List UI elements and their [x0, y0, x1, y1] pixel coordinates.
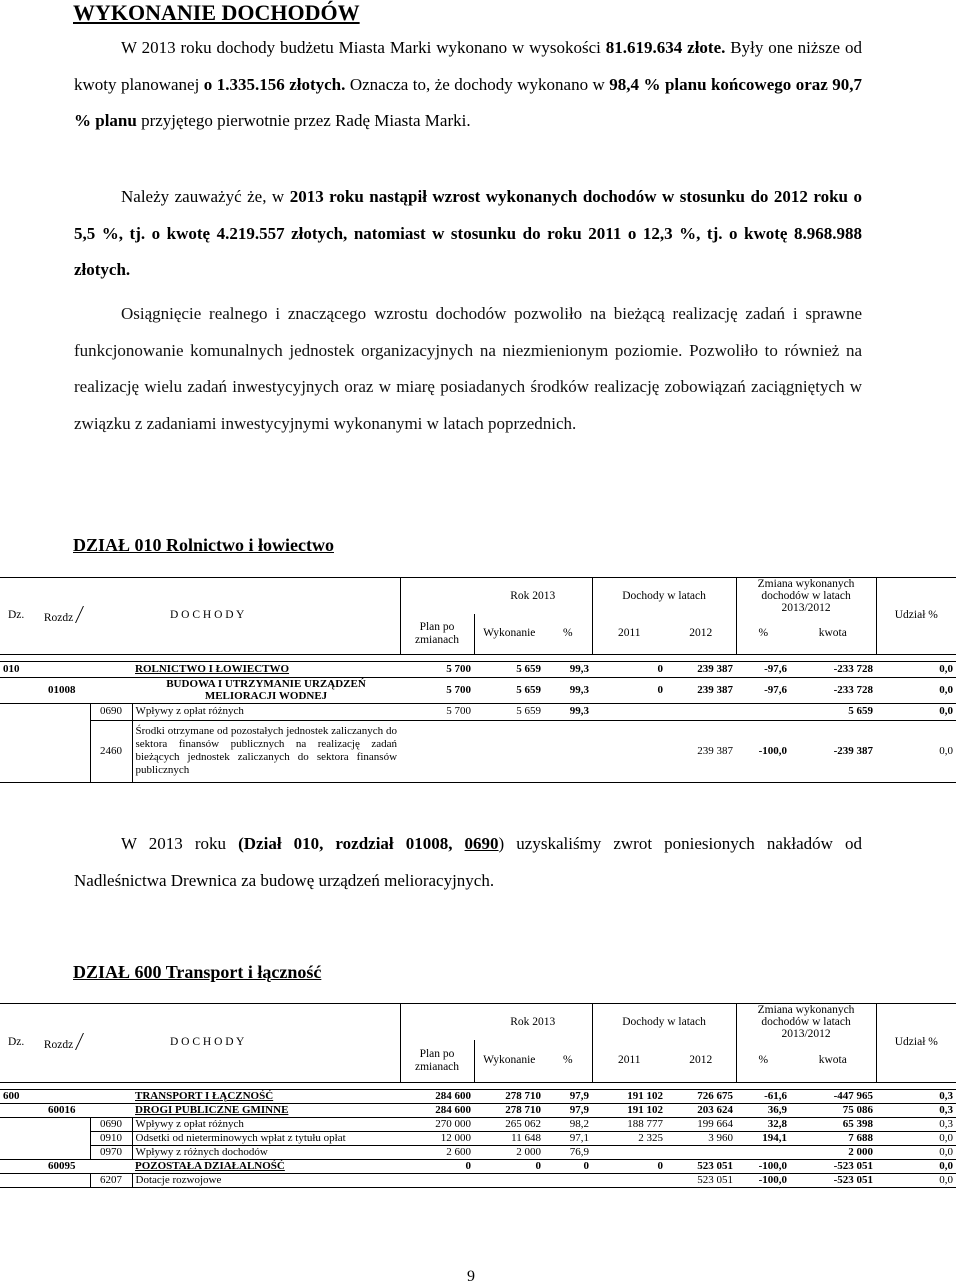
cell-par: 0690 — [90, 703, 132, 720]
cell-name: Wpływy z opłat różnych — [132, 1117, 400, 1131]
hdr-zmiana: Zmiana wykonanych dochodów w latach 2013/2012 — [736, 1004, 876, 1041]
table-row: 0910 Odsetki od nieterminowych wpłat z tytułu opłat 12 000 11 648 97,1 2 325 3 960 194,1 7 688 0,0 — [0, 1131, 956, 1145]
section-title-dzial-600: DZIAŁ 600 Transport i łączność — [73, 962, 322, 982]
cell-name: Dotacje rozwojowe — [132, 1173, 400, 1187]
cell-name: BUDOWA I UTRZYMANIE URZĄDZEŃ MELIORACJI WODNEJ — [132, 677, 400, 703]
hdr-2012: 2012 — [666, 614, 736, 654]
cell-name: Wpływy z różnych dochodów — [132, 1145, 400, 1159]
paragraph-dzial-010-note: W 2013 roku (Dział 010, rozdział 01008, 0690) uzyskaliśmy zwrot poniesionych nakładów od Nadleśnictwa Drewnica za budowę urządzeń melioracyjnych. — [74, 834, 862, 890]
cell-name: POZOSTAŁA DZIAŁALNOŚĆ — [132, 1159, 400, 1173]
cell-par: 2460 — [90, 720, 132, 782]
page-number: 9 — [467, 1268, 475, 1285]
cell-dz: 010 — [0, 661, 38, 677]
table-row: 60016 DROGI PUBLICZNE GMINNE 284 600 278 710 97,9 191 102 203 624 36,9 75 086 0,3 — [0, 1103, 956, 1117]
cell-name: ROLNICTWO I ŁOWIECTWO — [132, 661, 400, 677]
hdr-dochody: D O C H O D Y — [90, 578, 400, 655]
hdr-kwota: kwota — [790, 614, 876, 654]
hdr-dochody-w-latach: Dochody w latach — [592, 1004, 736, 1041]
paragraph-realization: Osiągnięcie realnego i znaczącego wzrostu dochodów pozwoliło na bieżącą realizację zadań i sprawne funkcjonowanie komunalnych jednostek organizacyjnych na niezmienionym poziomie. Pozwoliło to również na realizację wielu zadań inwestycyjnych oraz w miarę posiadanych środków realizację zobowiązań zaciągniętych w związku z zadaniami inwestycyjnymi wykonanymi w latach poprzednich. — [74, 304, 862, 433]
hdr-wykonanie: Wykonanie — [474, 1040, 544, 1082]
table-row: 0690 Wpływy z opłat różnych 5 700 5 659 99,3 5 659 0,0 — [0, 703, 956, 720]
cell-name: Wpływy z opłat różnych — [132, 703, 400, 720]
table-row: 010 ROLNICTWO I ŁOWIECTWO 5 700 5 659 99,3 0 239 387 -97,6 -233 728 0,0 — [0, 661, 956, 677]
hdr-plan: Plan po zmianach — [400, 614, 474, 654]
hdr-zmiana: Zmiana wykonanych dochodów w latach 2013/2012 — [736, 578, 876, 615]
hdr-zmiana-pct: % — [736, 1040, 790, 1082]
hdr-dz: Dz. — [0, 578, 38, 655]
table-dzial-010 — [0, 577, 956, 783]
hdr-procent: % — [544, 614, 592, 654]
section-title-dzial-010: DZIAŁ 010 Rolnictwo i łowiectwo — [73, 535, 334, 555]
hdr-kwota: kwota — [790, 1040, 876, 1082]
table-row: 60095 POZOSTAŁA DZIAŁALNOŚĆ 0 0 0 0 523 051 -100,0 -523 051 0,0 — [0, 1159, 956, 1173]
table-row: 0970 Wpływy z różnych dochodów 2 600 2 000 76,9 2 000 0,0 — [0, 1145, 956, 1159]
paragraph-income-growth: Należy zauważyć że, w 2013 roku nastąpił wzrost wykonanych dochodów w stosunku do 2012 roku o 5,5 %, tj. o kwotę 4.219.557 złotych, natomiast w stosunku do roku 2011 o 12,3 %, tj. o kwotę 8.968.988 złotych. — [74, 187, 862, 279]
table-row: 2460 Środki otrzymane od pozostałych jednostek zaliczanych do sektora finansów publicznych na realizację zadań bieżących jednostek zaliczanych do sektora finansów publicznych 239 387 -100,0 -239 387 0,0 — [0, 720, 956, 782]
cell-name: DROGI PUBLICZNE GMINNE — [132, 1103, 400, 1117]
table-dzial-600 — [0, 1003, 956, 1188]
cell-name: Odsetki od nieterminowych wpłat z tytułu opłat — [132, 1131, 400, 1145]
table-row: 6207 Dotacje rozwojowe 523 051 -100,0 -523 051 0,0 — [0, 1173, 956, 1187]
hdr-rozdz: Rozdz — [38, 578, 90, 655]
hdr-dz: Dz. — [0, 1004, 38, 1083]
table-row: 01008 BUDOWA I UTRZYMANIE URZĄDZEŃ MELIORACJI WODNEJ 5 700 5 659 99,3 0 239 387 -97,6 -233 728 0,0 — [0, 677, 956, 703]
cell-name: TRANSPORT I ŁĄCZNOŚĆ — [132, 1089, 400, 1103]
hdr-rok-2013: Rok 2013 — [474, 578, 592, 615]
hdr-udzial: Udział % — [876, 1004, 956, 1083]
hdr-wykonanie: Wykonanie — [474, 614, 544, 654]
hdr-2012: 2012 — [666, 1040, 736, 1082]
cell-rozdz: 01008 — [38, 677, 90, 703]
hdr-dochody-w-latach: Dochody w latach — [592, 578, 736, 615]
hdr-udzial: Udział % — [876, 578, 956, 655]
table-row: 600 TRANSPORT I ŁĄCZNOŚĆ 284 600 278 710 97,9 191 102 726 675 -61,6 -447 965 0,3 — [0, 1089, 956, 1103]
table-row: 0690 Wpływy z opłat różnych 270 000 265 062 98,2 188 777 199 664 32,8 65 398 0,3 — [0, 1117, 956, 1131]
hdr-plan: Plan po zmianach — [400, 1040, 474, 1082]
cell-name: Środki otrzymane od pozostałych jednostek zaliczanych do sektora finansów publicznych na realizację zadań bieżących jednostek zaliczanych do sektora finansów publicznych — [132, 720, 400, 782]
hdr-rozdz: Rozdz — [38, 1004, 90, 1083]
hdr-procent: % — [544, 1040, 592, 1082]
hdr-zmiana-pct: % — [736, 614, 790, 654]
hdr-rok-2013: Rok 2013 — [474, 1004, 592, 1041]
hdr-dochody: D O C H O D Y — [90, 1004, 400, 1083]
hdr-2011: 2011 — [592, 1040, 666, 1082]
page-heading: WYKONANIE DOCHODÓW — [73, 0, 360, 25]
hdr-2011: 2011 — [592, 614, 666, 654]
paragraph-income-summary: W 2013 roku dochody budżetu Miasta Marki wykonano w wysokości 81.619.634 złote. Były one niższe od kwoty planowanej o 1.335.156 złotych. Oznacza to, że dochody wykonano w 98,4 % planu końcowego oraz 90,7 % planu przyjętego pierwotnie przez Radę Miasta Marki. — [74, 38, 863, 130]
